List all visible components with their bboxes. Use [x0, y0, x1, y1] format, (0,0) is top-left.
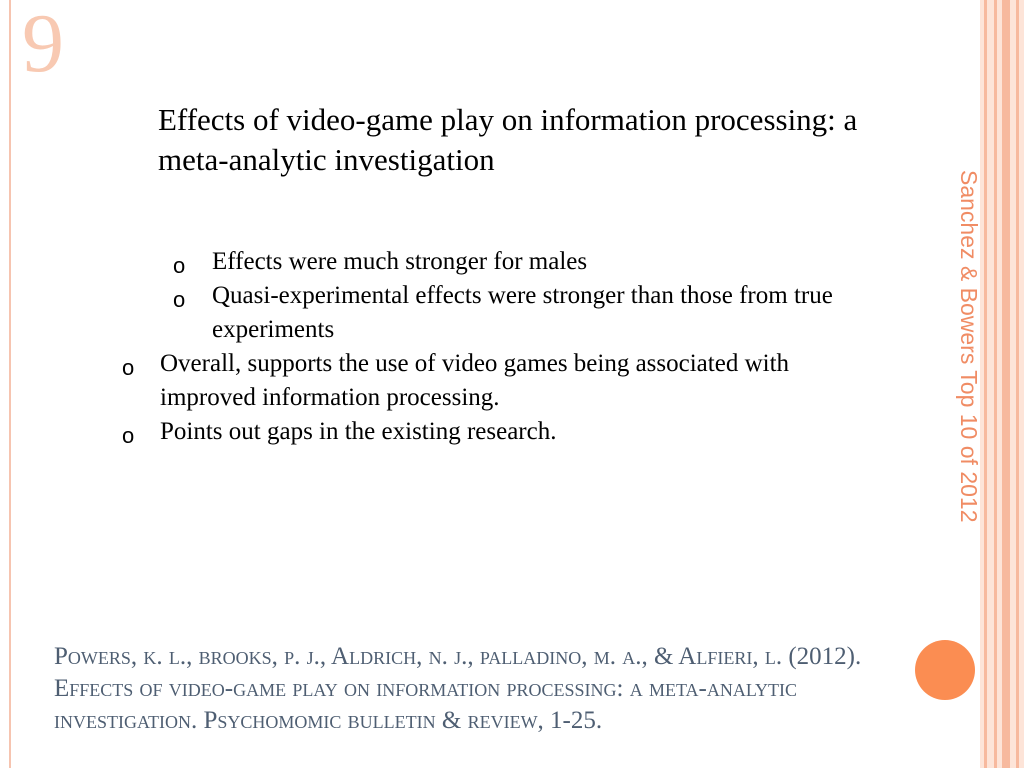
stripe-1 — [984, 0, 987, 768]
stripe-3 — [1002, 0, 1010, 768]
bullet-item: Overall, supports the use of video games being associated with improved information processing. — [160, 350, 790, 411]
slide-number: 9 — [22, 0, 64, 90]
left-border-line — [9, 0, 11, 768]
bullet-marker: o — [173, 253, 186, 278]
bullet-item: Effects were much stronger for males — [212, 248, 588, 275]
slide-title: Effects of video-game play on information processing: a meta-analytic investigation — [158, 102, 858, 177]
bullet-marker: o — [173, 287, 186, 312]
bullet-item: Points out gaps in the existing research. — [160, 418, 557, 445]
bullet-marker: o — [122, 423, 135, 448]
stripe-2 — [994, 0, 997, 768]
stripe-4 — [1016, 0, 1019, 768]
side-caption: Sanchez & Bowers Top 10 of 2012 — [956, 170, 982, 523]
bullet-item: Quasi-experimental effects were stronger than those from true experiments — [212, 282, 833, 343]
bullet-marker: o — [122, 355, 135, 380]
right-decorative-stripes — [980, 0, 1024, 768]
citation: Powers, k. l., brooks, p. j., Aldrich, n. j., palladino, m. a., & Alfieri, l. (2012). Effects of video-game play on information processing: a meta-analytic investigation. Psychomomic bulletin & review, 1-25. — [54, 643, 862, 734]
decorative-circle — [915, 640, 975, 700]
